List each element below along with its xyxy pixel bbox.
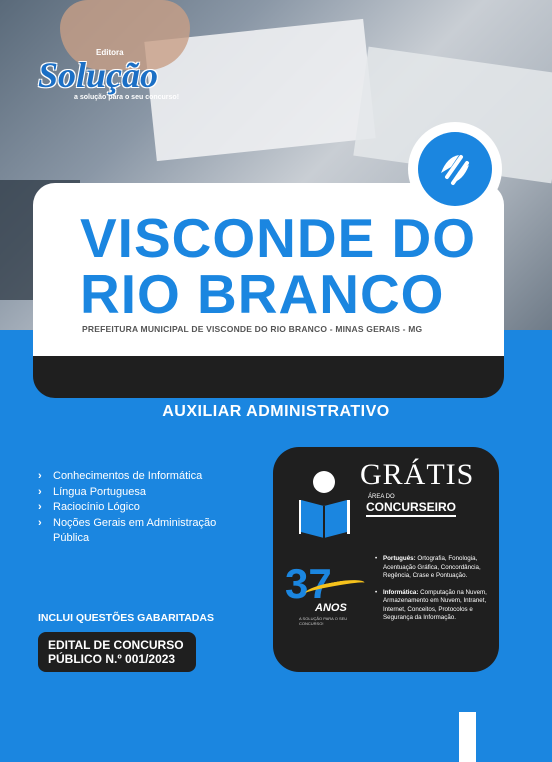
bonus-list bbox=[375, 555, 493, 631]
anniversary-number: 37 bbox=[285, 560, 332, 607]
edital-badge bbox=[38, 632, 196, 672]
logo-brand: Solução bbox=[38, 55, 159, 95]
reader-icon bbox=[297, 470, 352, 538]
edital-line-1: EDITAL DE CONCURSO bbox=[48, 638, 184, 652]
list-item bbox=[375, 555, 493, 581]
title-line-1: VISCONDE DO bbox=[80, 207, 477, 269]
anniversary-label: ANOS bbox=[315, 602, 347, 614]
gratis-heading: GRÁTIS bbox=[360, 458, 475, 491]
includes-note: INCLUI QUESTÕES GABARITADAS bbox=[38, 612, 214, 624]
area-label: ÁREA DO bbox=[368, 494, 395, 500]
logo-editora-label: Editora bbox=[96, 48, 124, 57]
page-title bbox=[80, 207, 477, 325]
title-line-2: RIO BRANCO bbox=[80, 263, 445, 325]
concurseiro-label: CONCURSEIRO bbox=[366, 500, 456, 517]
logo-tagline: a solução para o seu concurso! bbox=[74, 94, 180, 101]
list-item: › Noções Gerais em Administração Pública bbox=[38, 516, 248, 547]
page-subtitle: PREFEITURA MUNICIPAL DE VISCONDE DO RIO BRANCO - MINAS GERAIS - MG bbox=[82, 324, 423, 334]
brand-emblem-icon bbox=[418, 132, 492, 206]
anniversary-tagline: A SOLUÇÃO PARA O SEU CONCURSO! bbox=[299, 616, 348, 626]
list-item: › Raciocínio Lógico bbox=[38, 500, 248, 516]
bonus-item-text: Computação na Nuvem, Armazenamento em Nuvem, Intranet, Internet, Conceitos, Protocolos e Segurança da Informação. bbox=[383, 588, 487, 621]
list-item: › Conhecimentos de Informática bbox=[38, 469, 248, 485]
bonus-item-label: Informática: bbox=[383, 588, 419, 596]
list-item bbox=[375, 589, 493, 623]
subject-list bbox=[38, 469, 248, 547]
bonus-item-text: Ortografia, Fonologia, Acentuação Gráfica, Concordância, Regência, Crase e Pontuação. bbox=[383, 555, 481, 579]
title-card-band bbox=[33, 356, 504, 398]
role-heading: AUXILIAR ADMINISTRATIVO bbox=[162, 403, 390, 420]
bonus-item-label: Português: bbox=[383, 555, 416, 562]
publisher-logo bbox=[38, 48, 188, 108]
list-item: › Língua Portuguesa bbox=[38, 485, 248, 501]
decor-stripe bbox=[459, 712, 476, 762]
edital-line-2: PÚBLICO N.º 001/2023 bbox=[48, 652, 176, 666]
anniversary-badge bbox=[285, 560, 365, 626]
